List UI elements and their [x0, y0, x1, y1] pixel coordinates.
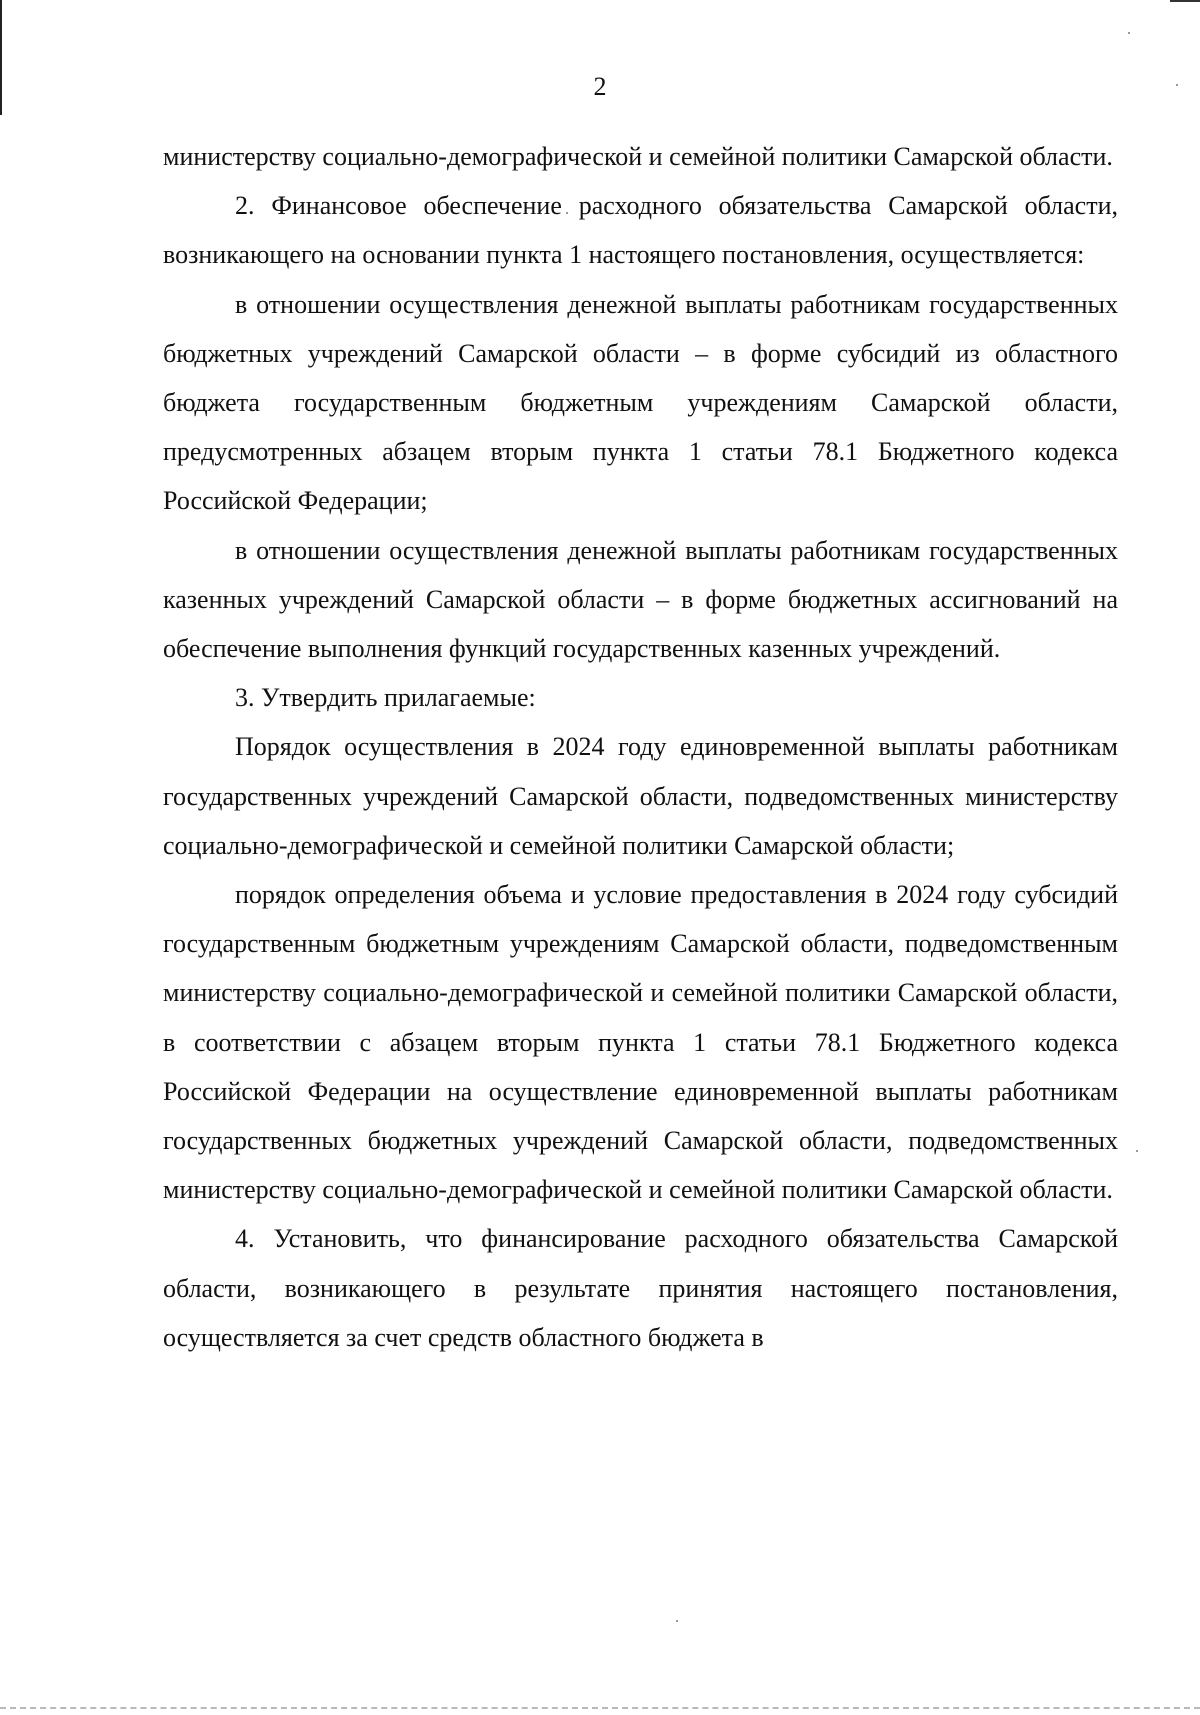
document-body — [163, 132, 1118, 1362]
paragraph-item-2: 2. Финансовое обеспечение расходного обязательства Самарской области, возникающего на основании пункта 1 настоящего постановления, осуществляется: — [163, 191, 1118, 270]
scan-speck — [676, 1620, 678, 1622]
paragraph-payment-procedure: Порядок осуществления в 2024 году единовременной выплаты работникам государственных учреждений Самарской области, подведомственных министерству социально-демографической и семейной политики Самарской области; — [163, 732, 1118, 860]
paragraph-continuation: министерству социально-демографической и семейной политики Самарской области. — [163, 142, 1113, 171]
paragraph-item-4: 4. Установить, что финансирование расходного обязательства Самарской области, возникающего в результате принятия настоящего постановления, осуществляется за счет средств областного бюджета в — [163, 1224, 1118, 1352]
page-number: 2 — [593, 72, 607, 101]
scan-speck — [1128, 32, 1130, 34]
scan-speck — [1136, 1150, 1138, 1152]
scan-bottom-rule — [0, 1707, 1200, 1709]
paragraph-budget-institutions: в отношении осуществления денежной выплаты работникам государственных бюджетных учреждений Самарской области – в форме субсидий из областного бюджета государственным бюджетным учреждениям Самарской области, предусмотренных абзацем вторым пункта 1 статьи 78.1 Бюджетного кодекса Российской Федерации; — [163, 289, 1118, 516]
paragraph-item-3: 3. Утвердить прилагаемые: — [235, 683, 536, 713]
scan-top-rule — [1170, 0, 1200, 2]
paragraph-subsidy-procedure: порядок определения объема и условие предоставления в 2024 году субсидий государственным бюджетным учреждениям Самарской области, подведомственным министерству социально-демографической и семейной политики Самарской области, в соответствии с абзацем вторым пункта 1 статьи 78.1 Бюджетного кодекса Российской Федерации на осуществление единовременной выплаты работникам государственных бюджетных учреждений Самарской области, подведомственных министерству социально-демографической и семейной политики Самарской области. — [163, 880, 1118, 1205]
paragraph-state-institutions: в отношении осуществления денежной выплаты работникам государственных казенных учреждений Самарской области – в форме бюджетных ассигнований на обеспечение выполнения функций государственных казенных учреждений. — [163, 535, 1118, 664]
